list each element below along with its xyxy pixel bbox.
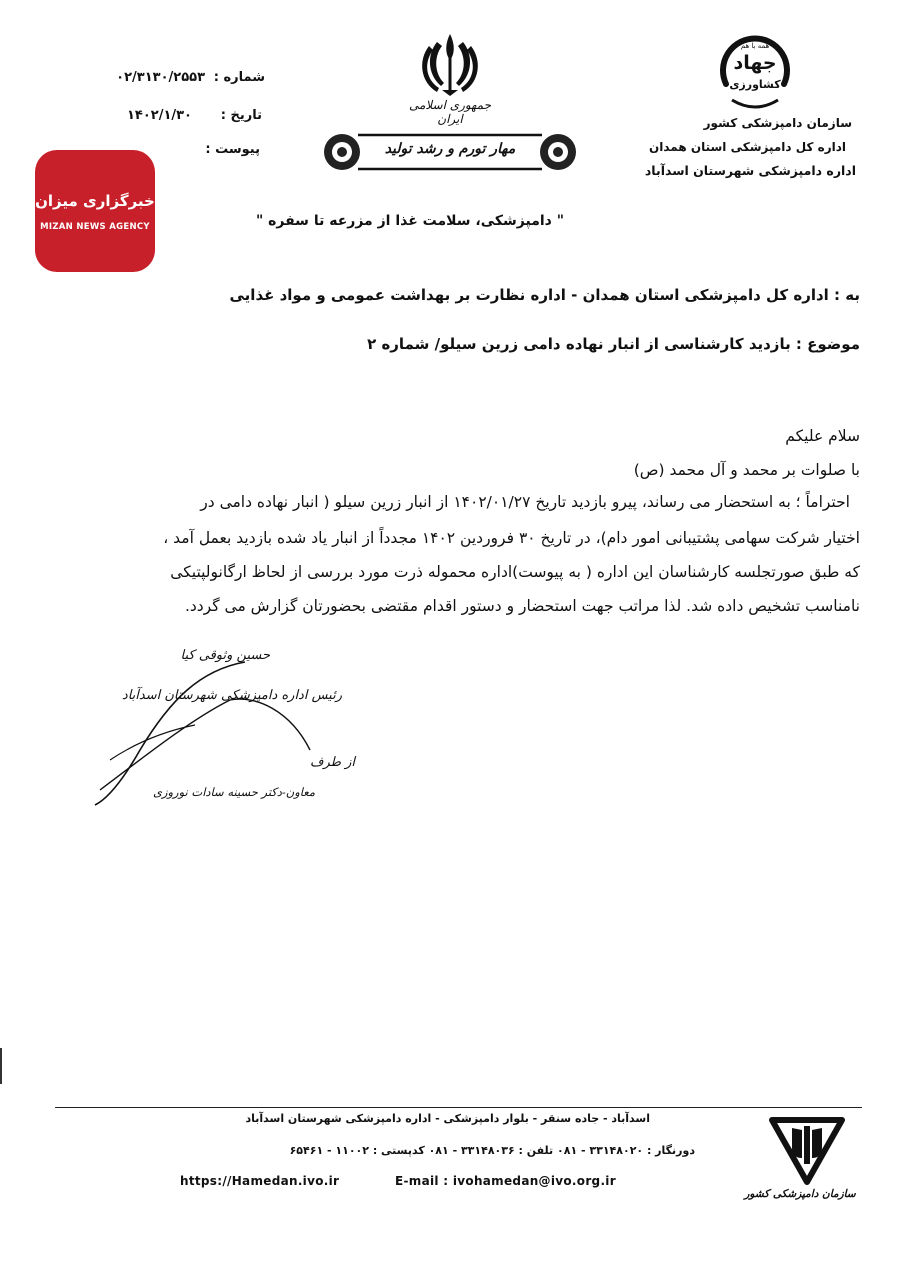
mizan-watermark-latin: MIZAN NEWS AGENCY: [40, 222, 150, 232]
org-line-3: اداره دامپزشکی شهرستان اسدآباد: [644, 163, 856, 178]
on-behalf-label: از طرف: [309, 755, 355, 770]
footer-website[interactable]: https://Hamedan.ivo.ir: [180, 1174, 340, 1188]
veterinary-org-logo: [766, 1112, 848, 1186]
org-line-2: اداره کل دامپزشکی استان همدان: [649, 140, 846, 154]
ministry-logo-line2: کشاورزی: [729, 78, 781, 91]
emblem-caption: جمهوری اسلامی ایران: [408, 98, 492, 126]
body-paragraph-line: نامناسب تشخیص داده شد. لذا مراتب جهت استحضار و دستور اقدام مقتضی بحضورتان گزارش می گردد.: [184, 597, 860, 615]
emblem-icon: [415, 30, 485, 98]
motto: " دامپزشکی، سلامت غذا از مزرعه تا سفره ": [255, 213, 565, 229]
recipient-line: به : اداره کل دامپزشکی استان همدان - اداره نظارت بر بهداشت عمومی و مواد غذایی: [229, 286, 860, 304]
mizan-watermark-badge: [35, 150, 155, 272]
org-line-1: سازمان دامپزشکی کشور: [703, 116, 852, 130]
veterinary-org-logo-caption: سازمان دامپزشکی کشور: [744, 1188, 856, 1200]
slogan-banner: [320, 128, 580, 176]
letter-number-row: [90, 70, 265, 88]
letter-date-row: [90, 108, 262, 126]
veterinary-org-logo-icon: [766, 1112, 848, 1186]
letter-number-label: شماره :: [213, 70, 265, 85]
letter-attachment-label: پیوست :: [205, 142, 260, 157]
body-paragraph-line: اختیار شرکت سهامی پشتیبانی امور دام)، در تاریخ ۳۰ فروردین ۱۴۰۲ مجدداً از انبار یاد شده بازدید بعمل آمد ،: [163, 529, 860, 547]
body-greeting: سلام علیکم: [785, 427, 860, 445]
subject-line: موضوع : بازدید کارشناسی از انبار نهاده دامی زرین سیلو/ شماره ۲: [367, 335, 860, 353]
ministry-logo: [712, 28, 798, 114]
national-emblem: [415, 30, 485, 98]
scan-edge-mark: [0, 1048, 2, 1084]
letter-attachment-row: [150, 142, 260, 160]
letter-date-value: ۱۴۰۲/۱/۳۰: [126, 108, 192, 123]
footer-divider: [55, 1107, 862, 1108]
letter-date-label: تاریخ :: [220, 108, 262, 123]
mizan-watermark-name: خبرگزاری میزان: [35, 192, 155, 210]
signatory-name: حسین وثوقی کیا: [180, 648, 270, 663]
body-paragraph-line: که طبق صورتجلسه کارشناسان این اداره ( به پیوست)اداره محموله ذرت مورد بررسی از لحاظ ارگانولپتیکی: [170, 563, 860, 581]
footer-email[interactable]: E-mail : ivohamedan@ivo.org.ir: [395, 1174, 616, 1188]
footer-address: اسدآباد - جاده سنقر - بلوار دامپزشکی - اداره دامپزشکی شهرستان اسدآباد: [245, 1112, 650, 1125]
body-salawat: با صلوات بر محمد و آل محمد (ص): [633, 461, 860, 479]
deputy-name: معاون-دکتر حسینه سادات نوروزی: [152, 785, 315, 799]
footer-contacts: دورنگار : ۳۳۱۴۸۰۲۰ - ۰۸۱ تلفن : ۳۳۱۴۸۰۳۶ - ۰۸۱ کدپستی : ۱۱۰۰۲ - ۶۵۴۶۱: [289, 1144, 695, 1157]
signatory-title: رئیس اداره دامپزشکی شهرستان اسدآباد: [121, 688, 342, 703]
letter-number-value: ۰۲/۳۱۳۰/۲۵۵۳: [116, 70, 205, 85]
ministry-logo-line1: جهاد: [733, 52, 777, 74]
slogan-text: مهار تورم و رشد تولید: [384, 141, 516, 157]
body-paragraph-line: احتراماً ؛ به استحضار می رساند، پیرو بازدید تاریخ ۱۴۰۲/۰۱/۲۷ از انبار زرین سیلو ( انبار نهاده دامی در: [200, 493, 850, 511]
ministry-logo-top: همه با هم: [740, 42, 770, 50]
